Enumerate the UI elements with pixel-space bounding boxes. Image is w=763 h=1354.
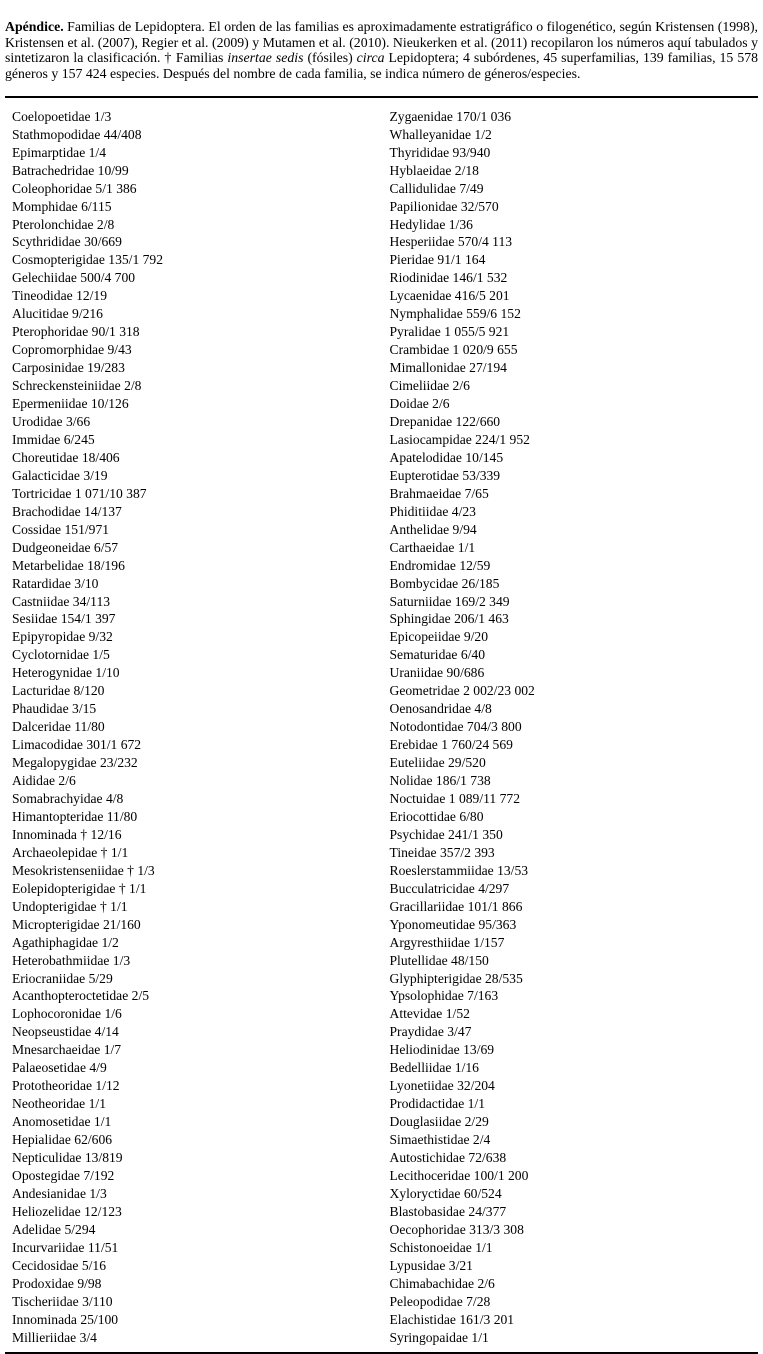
list-item: Coleophoridae 5/1 386: [12, 180, 137, 196]
list-item: Sphingidae 206/1 463: [389, 611, 509, 627]
list-item: Oecophoridae 313/3 308: [389, 1221, 524, 1237]
list-item: Gracillariidae 101/1 866: [389, 898, 523, 914]
list-item: Douglasiidae 2/29: [389, 1114, 489, 1130]
list-item: Somabrachyidae 4/8: [12, 791, 124, 806]
list-item: Heliozelidae 12/123: [12, 1203, 122, 1219]
list-item: Lyonetiidae 32/204: [389, 1078, 495, 1094]
list-item: Cosmopterigidae 135/1 792: [12, 252, 164, 268]
list-item: Lycaenidae 416/5 201: [389, 288, 510, 304]
list-item: Roeslerstammiidae 13/53: [389, 862, 529, 878]
list-item: Lasiocampidae 224/1 952: [389, 431, 530, 447]
family-list-right-column: [382, 108, 759, 1347]
list-item: Himantopteridae 11/80: [12, 808, 138, 824]
list-item: Lypusidae 3/21: [389, 1257, 473, 1273]
list-item: Epicopeiidae 9/20: [389, 629, 489, 645]
list-item: Crambidae 1 020/9 655: [389, 342, 518, 358]
list-item: Dudgeoneidae 6/57: [12, 539, 119, 555]
list-item: Metarbelidae 18/196: [12, 557, 125, 573]
list-item: Schistonoeidae 1/1: [389, 1239, 493, 1255]
list-item: Agathiphagidae 1/2: [12, 934, 119, 950]
list-item: Anthelidae 9/94: [389, 521, 477, 537]
list-item: Psychidae 241/1 350: [389, 826, 503, 842]
list-item: Phaudidae 3/15: [12, 701, 97, 717]
list-item: Brachodidae 14/137: [12, 503, 122, 519]
list-item: Lacturidae 8/120: [12, 683, 105, 699]
list-item: Notodontidae 704/3 800: [389, 719, 522, 735]
appendix-page: [0, 14, 763, 1350]
list-item: Zygaenidae 170/1 036: [389, 108, 512, 124]
list-item: Bombycidae 26/185: [389, 575, 500, 591]
list-item: Nolidae 186/1 738: [389, 773, 491, 789]
list-item: Thyrididae 93/940: [389, 144, 491, 160]
list-item: Anomosetidae 1/1: [12, 1114, 112, 1130]
list-item: Prodoxidae 9/98: [12, 1275, 102, 1291]
list-item: Oenosandridae 4/8: [389, 701, 492, 717]
caption-text-1: Familias de Lepidoptera. El orden de las familias es aproximadamente estratigráfico o filogenético, según Kristensen (1998), Kristensen et al. (2007), Regier et al. (2009) y Mutamen et al. (2010). Nieukerken et al. (2011) recopilaron los números aquí tabulados y sintetizaron la clasificación. † Familias: [5, 18, 758, 66]
list-item: Yponomeutidae 95/363: [389, 916, 517, 932]
list-item: Riodinidae 146/1 532: [389, 270, 508, 286]
list-item: Stathmopodidae 44/408: [12, 126, 142, 142]
list-item: Praydidae 3/47: [389, 1024, 472, 1040]
list-item: Xyloryctidae 60/524: [389, 1185, 502, 1201]
list-item: Peleopodidae 7/28: [389, 1293, 491, 1309]
list-item: Micropterigidae 21/160: [12, 916, 141, 932]
list-item: Lophocoronidae 1/6: [12, 1006, 122, 1022]
list-item: Nepticulidae 13/819: [12, 1150, 123, 1166]
list-item: Lecithoceridae 100/1 200: [389, 1168, 529, 1184]
list-item: Apatelodidae 10/145: [389, 449, 504, 465]
list-item: Megalopygidae 23/232: [12, 755, 138, 771]
family-list-left-column: [5, 108, 382, 1347]
list-item: Copromorphidae 9/43: [12, 342, 132, 358]
list-item: Tineidae 357/2 393: [389, 844, 495, 860]
list-item: Cecidosidae 5/16: [12, 1257, 107, 1273]
list-item: Cyclotornidae 1/5: [12, 647, 110, 663]
list-item: Mesokristenseniidae † 1/3: [12, 862, 155, 878]
list-item: Endromidae 12/59: [389, 557, 491, 573]
list-item: Pyralidae 1 055/5 921: [389, 324, 510, 340]
list-item: Gelechiidae 500/4 700: [12, 270, 136, 286]
list-item: Adelidae 5/294: [12, 1221, 96, 1237]
list-item: Callidulidae 7/49: [389, 180, 484, 196]
list-item: Alucitidae 9/216: [12, 306, 103, 322]
list-item: Autostichidae 72/638: [389, 1150, 507, 1166]
list-item: Mnesarchaeidae 1/7: [12, 1042, 122, 1058]
list-item: Mimallonidae 27/194: [389, 360, 507, 376]
list-item: Euteliidae 29/520: [389, 755, 486, 771]
caption-text-2: (fósiles): [303, 50, 357, 66]
list-item: Cimeliidae 2/6: [389, 378, 470, 394]
list-item: Attevidae 1/52: [389, 1006, 470, 1022]
list-item: Bucculatricidae 4/297: [389, 880, 510, 896]
list-item: Geometridae 2 002/23 002: [389, 683, 535, 699]
list-item: Batrachedridae 10/99: [12, 162, 129, 178]
list-item: Incurvariidae 11/51: [12, 1239, 119, 1255]
list-item: Eriocraniidae 5/29: [12, 970, 113, 986]
list-item: Ratardidae 3/10: [12, 575, 99, 591]
list-item: Galacticidae 3/19: [12, 467, 108, 483]
list-item: Momphidae 6/115: [12, 198, 112, 214]
list-item: Ypsolophidae 7/163: [389, 988, 499, 1004]
list-item: Eupterotidae 53/339: [389, 467, 501, 483]
list-item: Millieriidae 3/4: [12, 1329, 97, 1345]
list-item: Cossidae 151/971: [12, 521, 110, 537]
list-item: Prototheoridae 1/12: [12, 1078, 120, 1094]
list-item: Hyblaeidae 2/18: [389, 162, 479, 178]
list-item: Innominada 25/100: [12, 1311, 119, 1327]
list-item: Tischeriidae 3/110: [12, 1293, 113, 1309]
list-item: Acanthopteroctetidae 2/5: [12, 988, 150, 1004]
list-item: Neopseustidae 4/14: [12, 1024, 119, 1040]
list-item: Syringopaidae 1/1: [389, 1329, 489, 1345]
list-item: Tineodidae 12/19: [12, 288, 108, 304]
family-list: [5, 98, 758, 1347]
list-item: Hesperiidae 570/4 113: [389, 234, 513, 250]
appendix-caption: [5, 14, 758, 82]
list-item: Dalceridae 11/80: [12, 719, 105, 735]
list-item: Palaeosetidae 4/9: [12, 1060, 107, 1076]
list-item: Castniidae 34/113: [12, 593, 111, 609]
list-item: Tortricidae 1 071/10 387: [12, 485, 147, 501]
list-item: Sematuridae 6/40: [389, 647, 486, 663]
list-item: Archaeolepidae † 1/1: [12, 844, 129, 860]
list-item: Hedylidae 1/36: [389, 216, 473, 232]
list-item: Argyresthiidae 1/157: [389, 934, 505, 950]
caption-text-3: Lepidoptera; 4 subórdenes, 45 superfamilias, 139 familias, 15 578 géneros y 157 424 especies. Después del nombre de cada familia, se indica número de géneros/especies.: [5, 50, 759, 82]
list-item: Eolepidopterigidae † 1/1: [12, 880, 147, 896]
list-item: Noctuidae 1 089/11 772: [389, 791, 521, 806]
list-item: Scythrididae 30/669: [12, 234, 122, 250]
list-item: Pterolonchidae 2/8: [12, 216, 115, 232]
list-item: Blastobasidae 24/377: [389, 1203, 507, 1219]
list-item: Epimarptidae 1/4: [12, 144, 106, 160]
list-item: Plutellidae 48/150: [389, 952, 489, 968]
list-item: Drepanidae 122/660: [389, 413, 501, 429]
list-item: Urodidae 3/66: [12, 413, 91, 429]
list-item: Heterobathmiidae 1/3: [12, 952, 131, 968]
bottom-rule-divider: [5, 1352, 758, 1354]
list-item: Bedelliidae 1/16: [389, 1060, 479, 1076]
list-item: Whalleyanidae 1/2: [389, 126, 492, 142]
list-item: Heliodinidae 13/69: [389, 1042, 495, 1058]
list-item: Elachistidae 161/3 201: [389, 1311, 515, 1327]
list-item: Papilionidae 32/570: [389, 198, 499, 214]
list-item: Doidae 2/6: [389, 396, 450, 412]
list-item: Prodidactidae 1/1: [389, 1096, 486, 1112]
list-item: Undopterigidae † 1/1: [12, 898, 128, 914]
list-item: Aididae 2/6: [12, 773, 76, 789]
list-item: Simaethistidae 2/4: [389, 1132, 491, 1148]
list-item: Hepialidae 62/606: [12, 1132, 113, 1148]
list-item: Phiditiidae 4/23: [389, 503, 476, 519]
list-item: Glyphipterigidae 28/535: [389, 970, 523, 986]
list-item: Brahmaeidae 7/65: [389, 485, 489, 501]
list-item: Erebidae 1 760/24 569: [389, 737, 513, 753]
list-item: Schreckensteiniidae 2/8: [12, 378, 142, 394]
list-item: Saturniidae 169/2 349: [389, 593, 510, 609]
list-item: Pterophoridae 90/1 318: [12, 324, 140, 340]
list-item: Opostegidae 7/192: [12, 1168, 115, 1184]
list-item: Eriocottidae 6/80: [389, 808, 484, 824]
caption-lead-label: Apéndice.: [5, 18, 64, 34]
list-item: Pieridae 91/1 164: [389, 252, 486, 268]
list-item: Carthaeidae 1/1: [389, 539, 476, 555]
list-item: Chimabachidae 2/6: [389, 1275, 495, 1291]
list-item: Limacodidae 301/1 672: [12, 737, 142, 753]
list-item: Epipyropidae 9/32: [12, 629, 113, 645]
list-item: Andesianidae 1/3: [12, 1185, 107, 1201]
list-item: Immidae 6/245: [12, 431, 95, 447]
list-item: Neotheoridae 1/1: [12, 1096, 106, 1112]
caption-latin-circa: circa: [356, 50, 385, 66]
list-item: Uraniidae 90/686: [389, 665, 485, 681]
caption-latin-insertae-sedis: insertae sedis: [227, 50, 304, 66]
list-item: Sesiidae 154/1 397: [12, 611, 116, 627]
list-item: Innominada † 12/16: [12, 826, 122, 842]
list-item: Nymphalidae 559/6 152: [389, 306, 521, 322]
list-item: Heterogynidae 1/10: [12, 665, 120, 681]
list-item: Choreutidae 18/406: [12, 449, 120, 465]
list-item: Carposinidae 19/283: [12, 360, 125, 376]
list-item: Coelopoetidae 1/3: [12, 108, 112, 124]
list-item: Epermeniidae 10/126: [12, 396, 129, 412]
